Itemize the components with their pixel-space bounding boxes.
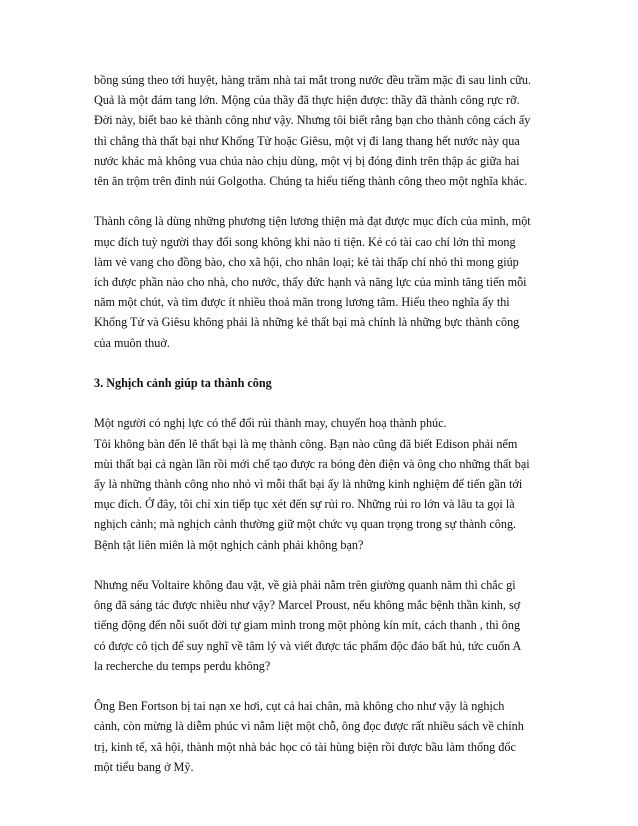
paragraph-ben-fortson — [94, 696, 560, 777]
text-line: thì chẳng thà thất bại như Khổng Tử hoặc Giêsu, một vị đi lang thang hết nước này qua — [94, 133, 520, 148]
text-line: trị, kinh tế, xã hội, thành một nhà bác học có tài hùng biện rồi được bầu làm thống đốc — [94, 739, 516, 754]
text-line: nghịch cảnh; mà nghịch cảnh thường giữ một chức vụ quan trọng trong sự thành công. — [94, 517, 517, 532]
text-line: ông đã sáng tác được nhiều như vậy? Marcel Proust, nếu không mắc bệnh thần kinh, sợ — [94, 598, 521, 613]
text-line: cảnh, còn mừng là diễm phúc vì nằm liệt một chỗ, ông đọc được rất nhiều sách về chính — [94, 719, 524, 734]
text-line: mùi thất bại cả ngàn lần rồi mới chế tạo được ra bóng đèn điện và ông cho những thất bại — [94, 456, 530, 471]
text-line: năm một chút, và tìm được ít nhiều thoả mãn trong lương tâm. Hiểu theo nghĩa ấy thì — [94, 295, 510, 310]
text-line: tiếng động đến nỗi suốt đời tự giam mình trong một phòng kín mít, cách thanh , thì ông — [94, 618, 521, 633]
text-line: mục đích tuỳ người thay đổi song không khi nào ti tiện. Kẻ có tài cao chí lớn thì mong — [94, 234, 516, 249]
text-line: ích được phần nào cho nhà, cho nước, thấy đức hạnh và năng lực của mình tăng tiến mỗi — [94, 275, 527, 290]
paragraph-adversity — [94, 413, 560, 554]
text-line: Khổng Tử và Giêsu không phải là những kẻ thất bại mà chính là những bực thành công — [94, 315, 520, 330]
paragraph-success-definition — [94, 211, 560, 352]
text-line: có được cô tịch để suy nghĩ về tâm lý và viết được tác phẩm độc đáo bất hủ, tức cuốn A — [94, 638, 522, 653]
text-line: một tiểu bang ở Mỹ. — [94, 759, 194, 774]
document-body — [94, 70, 560, 797]
text-line: Bệnh tật liên miên là một nghịch cảnh phải không bạn? — [94, 537, 364, 552]
text-line: Một người có nghị lực có thể đổi rủi thành may, chuyển hoạ thành phúc. — [94, 416, 447, 431]
text-line: Quả là một đám tang lớn. Mộng của thầy đã thực hiện được: thầy đã thành công rực rỡ. — [94, 93, 520, 108]
paragraph-voltaire-proust — [94, 575, 560, 676]
text-line: làm vẻ vang cho đồng bào, cho xã hội, cho nhân loại; kẻ tài thấp chí nhỏ thì mong giúp — [94, 254, 519, 269]
text-line: của muôn thuở. — [94, 335, 170, 350]
text-line: bồng súng theo tới huyệt, hàng trăm nhà tai mắt trong nước đều trầm mặc đi sau linh cữu. — [94, 73, 531, 87]
text-line: Đời này, biết bao kẻ thành công như vậy. Nhưng tôi biết rằng bạn cho thành công cách ấy — [94, 113, 531, 128]
text-line: tên ăn trộm trên đỉnh núi Golgotha. Chúng ta hiểu tiếng thành công theo một nghĩa khác. — [94, 174, 528, 189]
text-line: Ông Ben Fortson bị tai nạn xe hơi, cụt cả hai chân, mà không cho như vậy là nghịch — [94, 699, 505, 714]
text-line: mục đích. Ở đây, tôi chỉ xin tiếp tục xét đến sự rủi ro. Những rủi ro lớn và lâu ta gọi là — [94, 497, 515, 512]
text-line: nước khác mà không vua chúa nào chịu dùng, một vị bị đóng đinh trên thập ác giữa hai — [94, 153, 520, 168]
paragraph-funeral — [94, 70, 560, 191]
text-line: ấy là những thành công nho nhỏ vì mỗi thất bại ấy là những kinh nghiệm để tiến gần tới — [94, 477, 523, 492]
text-line: Thành công là dùng những phương tiện lương thiện mà đạt được mục đích của mình, một — [94, 214, 531, 229]
section-heading: 3. Nghịch cảnh giúp ta thành công — [94, 376, 272, 391]
text-line: Tôi không bàn đến lẽ thất bại là mẹ thành công. Bạn nào cũng đã biết Edison phải nếm — [94, 436, 518, 451]
text-line: la recherche du temps perdu không? — [94, 658, 271, 673]
text-line: Nhưng nếu Voltaire không đau vặt, về già phải nằm trên giường quanh năm thì chắc gì — [94, 578, 516, 593]
